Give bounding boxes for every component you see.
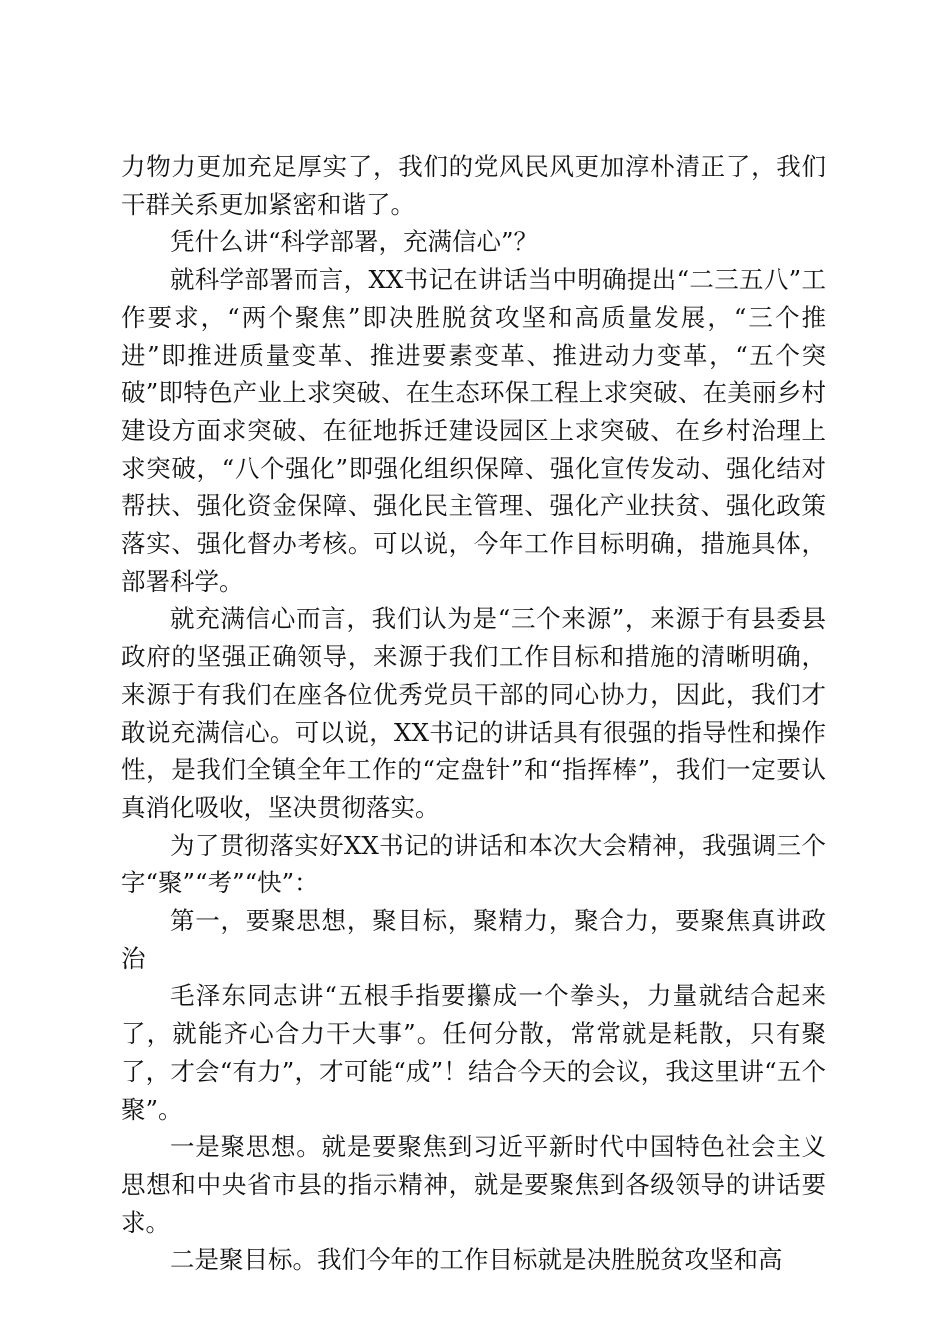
paragraph-gather-goal: 二是聚目标。我们今年的工作目标就是决胜脱贫攻坚和高 xyxy=(170,1245,783,1275)
paragraph-continued: 力物力更加充足厚实了，我们的党风民风更加淳朴清正了，我们干群关系更加紧密和谐了。 xyxy=(121,152,826,219)
paragraph-gather-thought: 一是聚思想。就是要聚焦到习近平新时代中国特色社会主义思想和中央省市县的指示精神，就是要聚焦到各级领导的讲话要求。 xyxy=(121,1132,826,1237)
paragraph-full-confidence: 就充满信心而言，我们认为是“三个来源”，来源于有县委县政府的坚强正确领导，来源于我们工作目标和措施的清晰明确，来源于有我们在座各位优秀党员干部的同心协力，因此，我们才敢说充满信心。可以说，XX书记的讲话具有很强的指导性和操作性，是我们全镇全年工作的“定盘针”和“指挥棒”，我们一定要认真消化吸收，坚决贯彻落实。 xyxy=(121,604,826,822)
paragraph-scientific-deployment: 就科学部署而言，XX书记在讲话当中明确提出“二三五八”工作要求，“两个聚焦”即决胜脱贫攻坚和高质量发展，“三个推进”即推进质量变革、推进要素变革、推进动力变革，“五个突破”即特色产业上求突破、在生态环保工程上求突破、在美丽乡村建设方面求突破、在征地拆迁建设园区上求突破、在乡村治理上求突破，“八个强化”即强化组织保障、强化宣传发动、强化结对帮扶、强化资金保障、强化民主管理、强化产业扶贫、强化政策落实、强化督办考核。可以说，今年工作目标明确，措施具体，部署科学。 xyxy=(121,265,826,596)
document-body xyxy=(121,148,826,1279)
paragraph-question: 凭什么讲“科学部署，充满信心”？ xyxy=(170,227,539,257)
paragraph-mao-quote: 毛泽东同志讲“五根手指要攥成一个拳头，力量就结合起来了，就能齐心合力干大事”。任何分散，常常就是耗散，只有聚了，才会“有力”，才可能“成”！结合今天的会议，我这里讲“五个聚”。 xyxy=(121,981,826,1124)
paragraph-three-words: 为了贯彻落实好XX书记的讲话和本次大会精神，我强调三个字“聚”“考”“快”： xyxy=(121,830,826,898)
paragraph-first-point-heading: 第一，要聚思想，聚目标，聚精力，聚合力，要聚焦真讲政治 xyxy=(121,906,826,973)
